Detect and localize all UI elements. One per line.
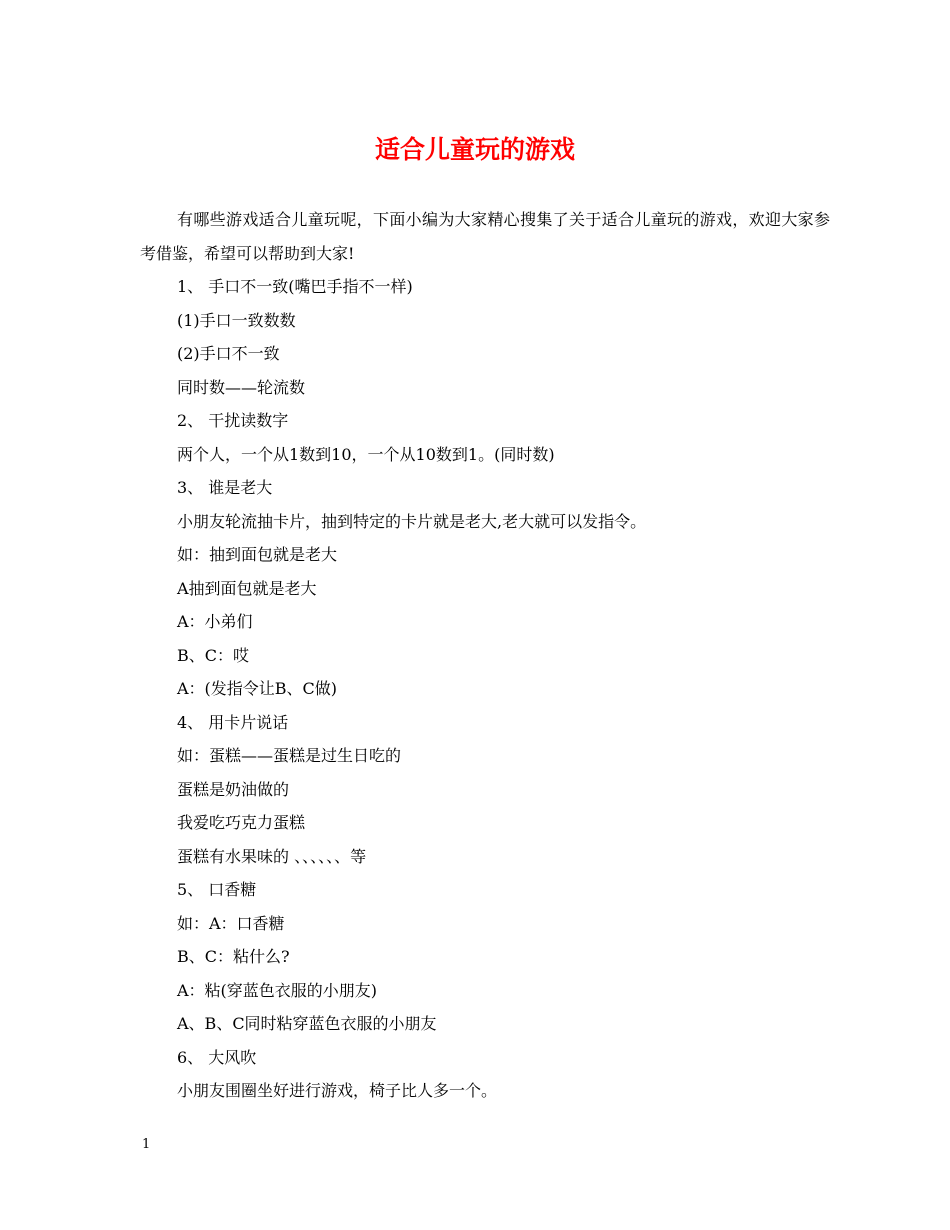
text-line: A抽到面包就是老大 <box>177 578 317 598</box>
text-line: 如：蛋糕——蛋糕是过生日吃的 <box>177 746 402 765</box>
document-title: 适合儿童玩的游戏 <box>374 135 575 164</box>
game-4-heading: 4、 用卡片说话 <box>177 712 289 732</box>
text-line: 如：抽到面包就是老大 <box>177 545 338 564</box>
text-line: A：(发指令让B、C做) <box>177 679 338 698</box>
page-number: 1 <box>142 1137 151 1152</box>
text-line: 小朋友轮流抽卡片，抽到特定的卡片就是老大,老大就可以发指令。 <box>177 511 647 531</box>
game-1-heading: 1、 手口不一致(嘴巴手指不一样) <box>177 277 413 296</box>
intro-paragraph: 有哪些游戏适合儿童玩呢，下面小编为大家精心搜集了关于适合儿童玩的游戏，欢迎大家参考借鉴，希望可以帮助到大家! <box>140 210 830 263</box>
document-body <box>140 203 830 1108</box>
text-line: A：粘(穿蓝色衣服的小朋友) <box>177 980 378 1000</box>
text-line: (1)手口一致数数 <box>177 310 296 330</box>
text-line: 蛋糕有水果味的 、、、、、、等 <box>177 846 367 866</box>
text-line: 蛋糕是奶油做的 <box>177 779 290 799</box>
text-line: 两个人，一个从1数到10，一个从10数到1。(同时数) <box>177 444 555 464</box>
text-line: 如：A：口香糖 <box>177 913 285 933</box>
text-line: 同时数——轮流数 <box>177 377 306 397</box>
text-line: B、C：粘什么? <box>177 947 290 966</box>
text-line: A、B、C同时粘穿蓝色衣服的小朋友 <box>177 1014 437 1033</box>
text-line: A：小弟们 <box>177 612 253 631</box>
text-line: (2)手口不一致 <box>177 344 280 363</box>
game-6-heading: 6、 大风吹 <box>177 1047 257 1067</box>
text-line: 小朋友围圈坐好进行游戏，椅子比人多一个。 <box>177 1081 498 1100</box>
text-line: 我爱吃巧克力蛋糕 <box>177 813 306 832</box>
game-2-heading: 2、 干扰读数字 <box>177 411 289 430</box>
text-line: B、C：哎 <box>177 645 250 665</box>
game-5-heading: 5、 口香糖 <box>177 880 257 899</box>
game-3-heading: 3、 谁是老大 <box>177 478 273 497</box>
